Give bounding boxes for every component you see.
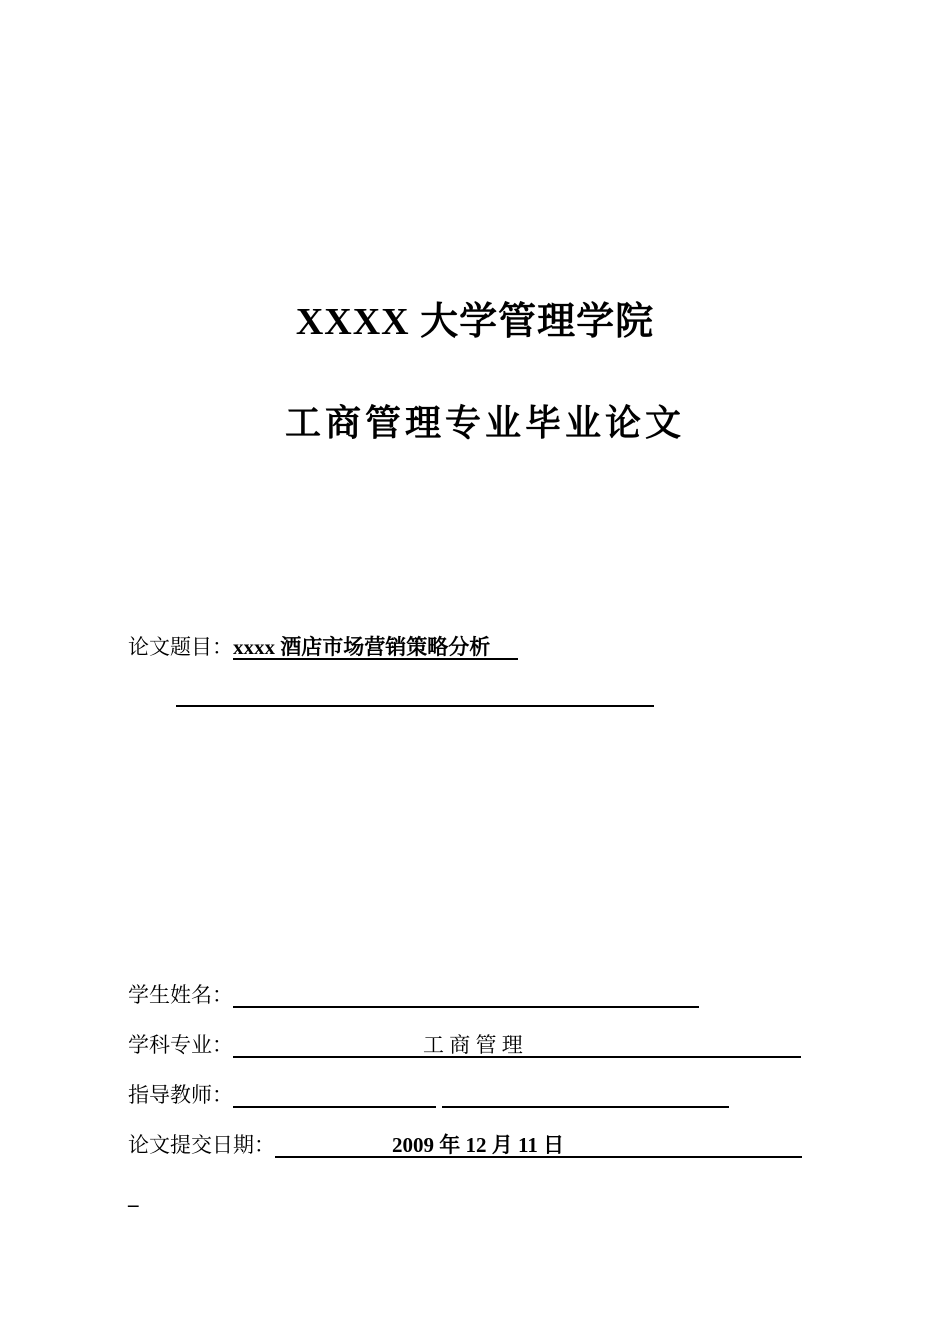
university-title: XXXX 大学管理学院	[295, 301, 655, 343]
student-name-label: 学生姓名：	[128, 983, 233, 1007]
major-row	[128, 1030, 801, 1060]
submission-date-label: 论文提交日期：	[128, 1133, 275, 1157]
submission-date-row	[128, 1130, 802, 1160]
major-value: 工 商 管 理	[423, 1033, 523, 1057]
submission-date-field	[275, 1134, 802, 1158]
thesis-title-label: 论文题目：	[128, 635, 233, 659]
thesis-title-value: xxxx 酒店市场营销策略分析	[233, 635, 491, 659]
advisor-field-part2	[442, 1084, 729, 1108]
thesis-type-title: 工商管理专业毕业论文	[284, 402, 685, 444]
thesis-title-field	[233, 636, 518, 660]
thesis-title-continuation-line	[176, 705, 654, 707]
thesis-title-row	[128, 632, 518, 662]
major-field	[233, 1034, 801, 1058]
trailing-mark: _	[128, 1185, 139, 1209]
advisor-field-part1	[233, 1084, 436, 1108]
student-name-row	[128, 980, 699, 1010]
advisor-row	[128, 1080, 729, 1110]
student-name-field	[233, 984, 699, 1008]
submission-date-value: 2009 年 12 月 11 日	[392, 1133, 565, 1157]
major-label: 学科专业：	[128, 1033, 233, 1057]
advisor-label: 指导教师：	[128, 1083, 233, 1107]
